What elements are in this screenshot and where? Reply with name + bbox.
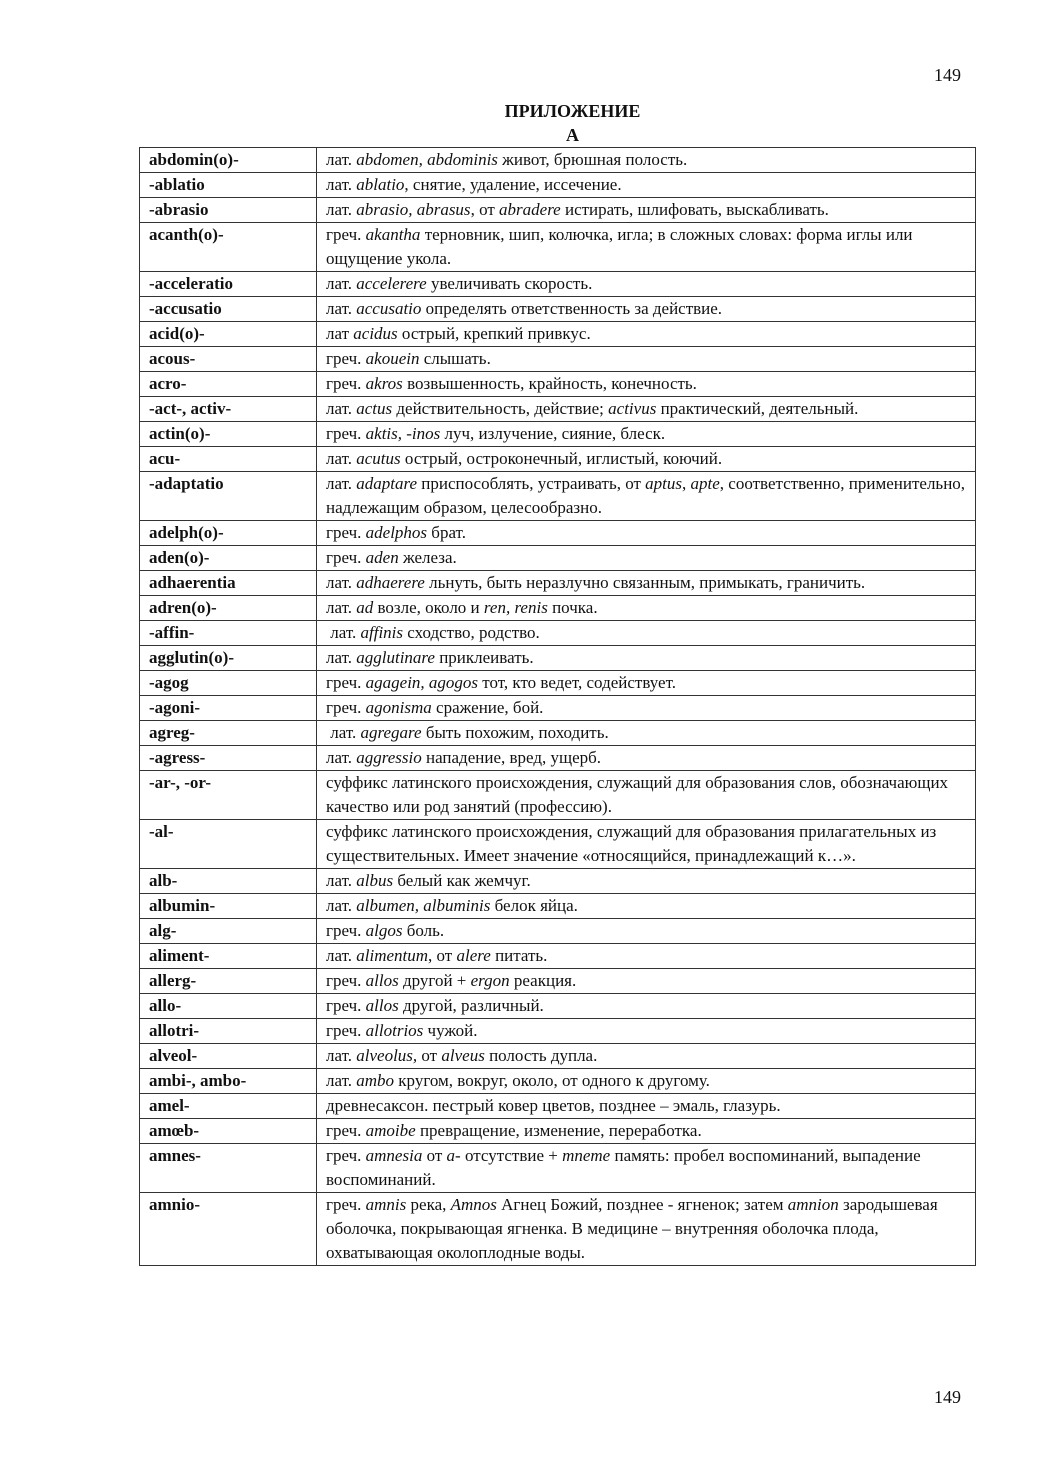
table-row xyxy=(140,994,976,1019)
table-row xyxy=(140,397,976,422)
entry-term: amel- xyxy=(140,1094,317,1119)
table-row xyxy=(140,422,976,447)
entry-definition: греч. amnesia от a- отсутствие + mneme память: пробел воспоминаний, выпадение воспоминаний. xyxy=(317,1144,976,1193)
entry-definition: лат. alveolus, от alveus полость дупла. xyxy=(317,1044,976,1069)
entry-term: acro- xyxy=(140,372,317,397)
entry-definition: греч. akros возвышенность, крайность, конечность. xyxy=(317,372,976,397)
entry-term: adelph(o)- xyxy=(140,521,317,546)
entry-term: allotri- xyxy=(140,1019,317,1044)
entry-term: -ar-, -or- xyxy=(140,771,317,820)
table-row xyxy=(140,869,976,894)
entry-definition: греч. agagein, agogos тот, кто ведет, содействует. xyxy=(317,671,976,696)
table-row xyxy=(140,322,976,347)
entry-term: acid(o)- xyxy=(140,322,317,347)
table-row xyxy=(140,721,976,746)
entry-definition: греч. aden железа. xyxy=(317,546,976,571)
entry-term: adren(o)- xyxy=(140,596,317,621)
entry-definition: греч. amnis река, Amnos Агнец Божий, позднее - ягненок; затем amnion зародышевая оболочка, покрывающая ягненка. В медицине – внутренняя оболочка плода, охватывающая околоплодные воды. xyxy=(317,1193,976,1266)
table-row xyxy=(140,447,976,472)
entry-definition: суффикс латинского происхождения, служащий для образования прилагательных из существительных. Имеет значение «относящийся, принадлежащий к…». xyxy=(317,820,976,869)
entry-definition: греч. allos другой + ergon реакция. xyxy=(317,969,976,994)
entry-definition: греч. allotrios чужой. xyxy=(317,1019,976,1044)
table-row xyxy=(140,944,976,969)
table-row xyxy=(140,1193,976,1266)
table-row xyxy=(140,372,976,397)
table-row xyxy=(140,272,976,297)
entry-term: abdomin(o)- xyxy=(140,148,317,173)
entry-definition: древнесаксон. пестрый ковер цветов, позднее – эмаль, глазурь. xyxy=(317,1094,976,1119)
table-row xyxy=(140,148,976,173)
table-row xyxy=(140,1019,976,1044)
page-number-top: 149 xyxy=(934,65,961,85)
page-number-bottom: 149 xyxy=(934,1387,961,1407)
entry-definition: лат acidus острый, крепкий привкус. xyxy=(317,322,976,347)
entry-term: allo- xyxy=(140,994,317,1019)
entry-definition: лат. alimentum, от alere питать. xyxy=(317,944,976,969)
entry-term: acous- xyxy=(140,347,317,372)
glossary-table xyxy=(139,147,976,1266)
entry-term: acanth(o)- xyxy=(140,223,317,272)
table-row xyxy=(140,198,976,223)
table-row xyxy=(140,696,976,721)
table-row xyxy=(140,671,976,696)
entry-definition: греч. agonisma сражение, бой. xyxy=(317,696,976,721)
table-row xyxy=(140,521,976,546)
entry-definition: лат. abdomen, abdominis живот, брюшная полость. xyxy=(317,148,976,173)
table-row xyxy=(140,347,976,372)
table-row xyxy=(140,1144,976,1193)
entry-definition: лат. accusatio определять ответственность за действие. xyxy=(317,297,976,322)
entry-definition: лат. actus действительность, действие; activus практический, деятельный. xyxy=(317,397,976,422)
entry-term: albumin- xyxy=(140,894,317,919)
table-row xyxy=(140,173,976,198)
entry-definition: лат. adaptare приспособлять, устраивать, от aptus, apte, соответственно, применительно, надлежащим образом, целесообразно. xyxy=(317,472,976,521)
entry-definition: греч. akantha терновник, шип, колючка, игла; в сложных словах: форма иглы или ощущение укола. xyxy=(317,223,976,272)
entry-term: -abrasio xyxy=(140,198,317,223)
entry-definition: лат. ambo кругом, вокруг, около, от одного к другому. xyxy=(317,1069,976,1094)
table-row xyxy=(140,894,976,919)
table-row xyxy=(140,596,976,621)
entry-term: aliment- xyxy=(140,944,317,969)
entry-definition: лат. ablatio, снятие, удаление, иссечение. xyxy=(317,173,976,198)
entry-term: amœb- xyxy=(140,1119,317,1144)
entry-term: adhaerentia xyxy=(140,571,317,596)
table-row xyxy=(140,1069,976,1094)
table-row xyxy=(140,571,976,596)
entry-term: actin(o)- xyxy=(140,422,317,447)
table-row xyxy=(140,919,976,944)
entry-definition: суффикс латинского происхождения, служащий для образования слов, обозначающих качество или род занятий (профессию). xyxy=(317,771,976,820)
table-row xyxy=(140,771,976,820)
entry-definition: лат. abrasio, abrasus, от abradere истирать, шлифовать, выскабливать. xyxy=(317,198,976,223)
table-row xyxy=(140,1044,976,1069)
table-row xyxy=(140,472,976,521)
table-row xyxy=(140,546,976,571)
entry-term: -act-, activ- xyxy=(140,397,317,422)
entry-definition: греч. algos боль. xyxy=(317,919,976,944)
section-letter: А xyxy=(566,125,579,145)
table-row xyxy=(140,1094,976,1119)
page-title: ПРИЛОЖЕНИЕ xyxy=(504,101,641,121)
entry-term: agglutin(o)- xyxy=(140,646,317,671)
entry-definition: лат. aggressio нападение, вред, ущерб. xyxy=(317,746,976,771)
entry-term: -adaptatio xyxy=(140,472,317,521)
entry-definition: лат. ad возле, около и ren, renis почка. xyxy=(317,596,976,621)
entry-definition: лат. accelerere увеличивать скорость. xyxy=(317,272,976,297)
table-row xyxy=(140,969,976,994)
entry-term: -accusatio xyxy=(140,297,317,322)
entry-term: amnio- xyxy=(140,1193,317,1266)
entry-term: alb- xyxy=(140,869,317,894)
entry-definition: лат. acutus острый, остроконечный, иглистый, коючий. xyxy=(317,447,976,472)
entry-definition: греч. aktis, -inos луч, излучение, сияние, блеск. xyxy=(317,422,976,447)
table-row xyxy=(140,223,976,272)
table-row xyxy=(140,1119,976,1144)
entry-definition: лат. adhaerere льнуть, быть неразлучно связанным, примыкать, граничить. xyxy=(317,571,976,596)
entry-definition: греч. amoibe превращение, изменение, переработка. xyxy=(317,1119,976,1144)
entry-definition: лат. albumen, albuminis белок яйца. xyxy=(317,894,976,919)
entry-term: alg- xyxy=(140,919,317,944)
table-row xyxy=(140,646,976,671)
table-row xyxy=(140,746,976,771)
entry-definition: греч. adelphos брат. xyxy=(317,521,976,546)
entry-term: alveol- xyxy=(140,1044,317,1069)
entry-term: agreg- xyxy=(140,721,317,746)
entry-term: aden(o)- xyxy=(140,546,317,571)
entry-term: -affin- xyxy=(140,621,317,646)
entry-term: ambi-, ambo- xyxy=(140,1069,317,1094)
entry-term: acu- xyxy=(140,447,317,472)
table-row xyxy=(140,297,976,322)
entry-definition: греч. allos другой, различный. xyxy=(317,994,976,1019)
entry-definition: лат. albus белый как жемчуг. xyxy=(317,869,976,894)
entry-definition: лат. agglutinare приклеивать. xyxy=(317,646,976,671)
entry-definition: лат. agregare быть похожим, походить. xyxy=(317,721,976,746)
entry-definition: греч. akouein слышать. xyxy=(317,347,976,372)
entry-term: -al- xyxy=(140,820,317,869)
table-row xyxy=(140,820,976,869)
entry-term: allerg- xyxy=(140,969,317,994)
entry-term: -agog xyxy=(140,671,317,696)
entry-term: -agress- xyxy=(140,746,317,771)
entry-term: -acceleratio xyxy=(140,272,317,297)
entry-term: -agoni- xyxy=(140,696,317,721)
table-row xyxy=(140,621,976,646)
entry-term: -ablatio xyxy=(140,173,317,198)
entry-term: amnes- xyxy=(140,1144,317,1193)
entry-definition: лат. affinis сходство, родство. xyxy=(317,621,976,646)
